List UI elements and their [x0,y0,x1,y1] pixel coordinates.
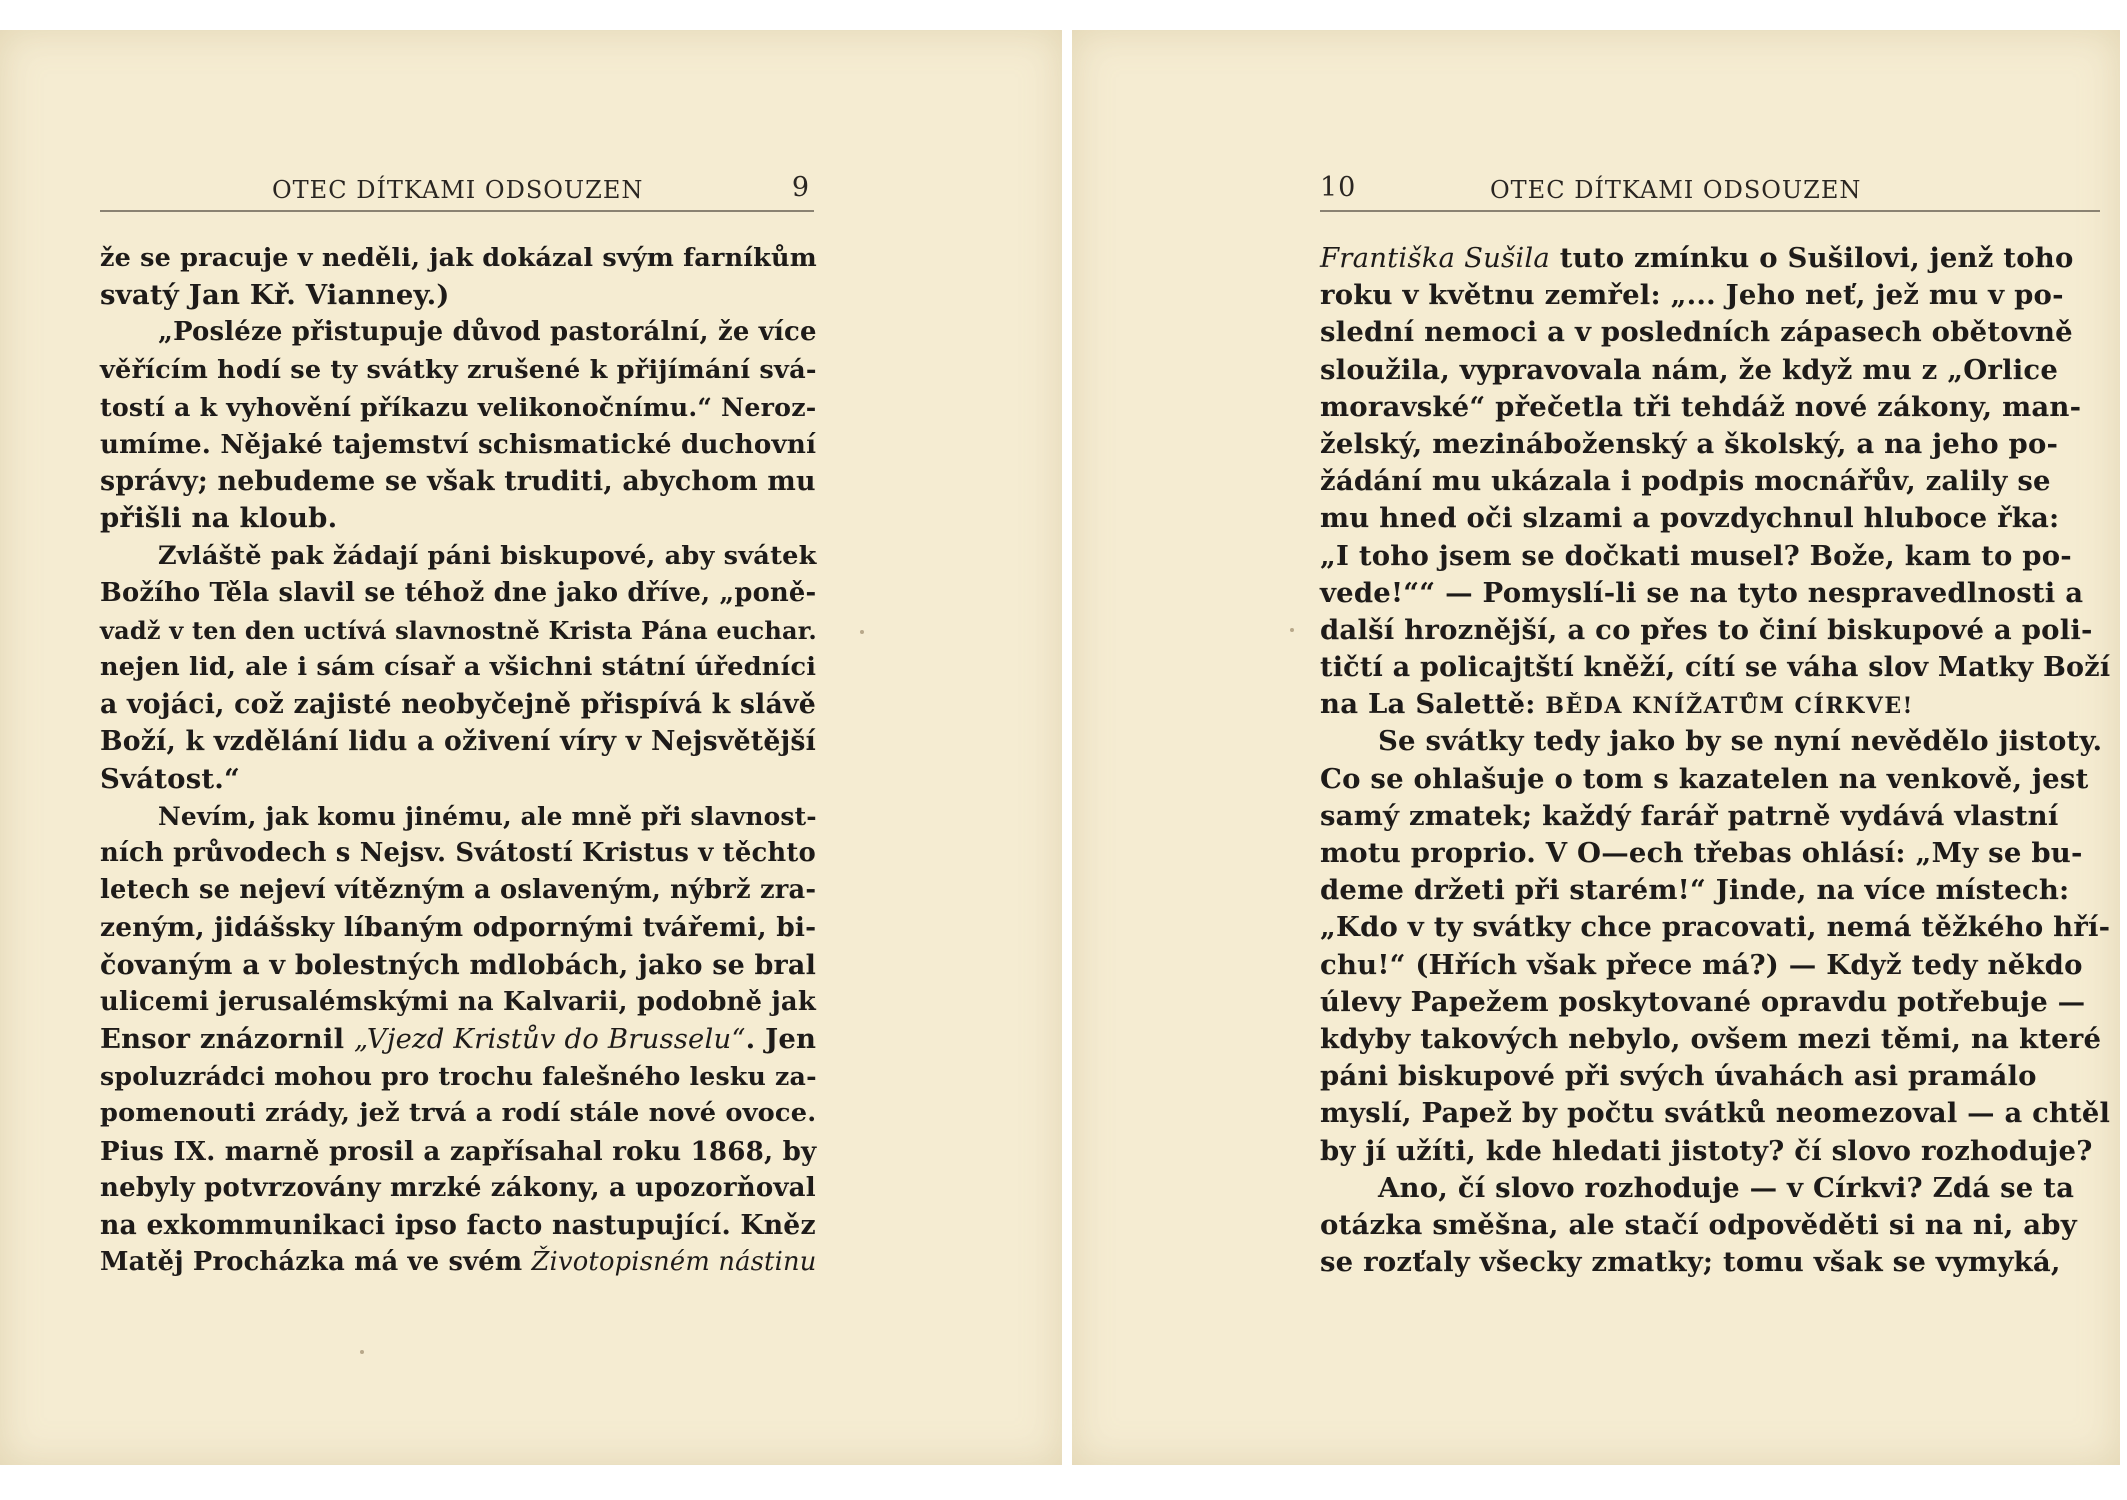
right-page-body [1320,240,2110,1281]
text-line [1320,575,2110,612]
line-text: kdyby takových nebylo, ovšem mezi těmi, na které [1320,1022,2102,1055]
text-line [1320,723,2110,760]
line-text: Boží, k vzdělání lidu a oživení víry v Nejsvětější [100,726,816,758]
line-text: „Kdo v ty svátky chce pracovati, nemá těžkého hří- [1320,911,2111,944]
text-line [100,538,816,575]
left-page [0,30,1062,1465]
text-line [100,984,816,1021]
line-text: Co se ohlašuje o tom s kazatelen na venkově, jest [1320,762,2089,795]
line-text: slední nemoci a v posledních zápasech obětovně [1320,316,2073,349]
left-page-body [100,240,816,1281]
text-line [100,1170,816,1207]
book-gutter [1062,30,1072,1465]
italic-title: Františka Sušila [1320,242,1550,274]
line-text: úlevy Papežem poskytované opravdu potřebuje — [1320,985,2086,1018]
text-line [1320,538,2110,575]
right-page [1072,30,2120,1465]
line-text: čovaným a v bolestných mdlobách, jako se bral [100,949,817,981]
line-text: „Posléze přistupuje důvod pastorální, že více [158,317,817,348]
text-line [1320,463,2110,500]
text-line [1320,426,2110,463]
text-line [1320,1058,2110,1095]
text-line [100,723,816,760]
text-line [100,426,816,463]
text-line [1320,649,2110,686]
line-text: želský, mezináboženský a školský, a na jeho po- [1320,427,2059,460]
italic-title: „Vjezd Kristův do Brusselu“ [353,1023,746,1055]
text-line [1320,947,2110,984]
text-line [1320,909,2110,946]
line-text: Se svátky tedy jako by se nyní nevědělo jistoty. [1378,725,2103,758]
italic-title: Životopisném nástinu [531,1247,817,1278]
text-line [100,240,816,277]
line-text: motu proprio. V O—ech třebas ohlásí: „My se bu- [1320,837,2083,869]
paper-speck [1290,628,1294,632]
line-text: tičtí a policajtští kněží, cítí se váha slov Matky Boží [1320,652,2111,684]
line-text: nebyly potvrzovány mrzké zákony, a upozorňoval [100,1172,816,1203]
line-text: deme držeti při starém!“ Jinde, na více místech: [1320,874,2070,907]
line-text: Pius IX. marně prosil a zapřísahal roku 1868, by [100,1135,817,1167]
text-line [1320,1133,2110,1170]
line-text: samý zmatek; každý farář patrně vydává vlastní [1320,799,2059,832]
line-text: Božího Těla slavil se téhož dne jako dříve, „poně- [100,577,817,608]
line-text: sloužila, vypravovala nám, že když mu z „Orlice [1320,353,2059,386]
line-text: spoluzrádci mohou pro trochu falešného lesku za- [100,1061,817,1092]
text-line [100,835,816,872]
line-text: roku v květnu zemřel: „... Jeho neť, jež mu v po- [1320,279,2064,312]
line-text: „I toho jsem se dočkati musel? Bože, kam to po- [1320,539,2072,572]
text-line [1320,1021,2110,1058]
text-line [1320,1244,2110,1281]
text-line [1320,798,2110,835]
text-line [1320,352,2110,389]
line-text: Ano, čí slovo rozhoduje — v Církvi? Zdá se ta [1378,1171,2075,1204]
text-line [100,612,816,649]
text-line [100,314,816,351]
paper-speck [360,1350,364,1354]
small-caps-text: BĚDA KNÍŽATŮM CÍRKVE! [1545,693,1914,720]
text-line [100,872,816,909]
text-line [1320,761,2110,798]
line-text: Ensor znázornil [100,1022,354,1055]
text-line [100,1058,816,1095]
text-line [100,798,816,835]
text-line [1320,389,2110,426]
text-line [1320,835,2110,872]
text-line [100,389,816,426]
line-text: věřícím hodí se ty svátky zrušené k přijímání svá- [100,354,817,385]
line-text: umíme. Nějaké tajemství schismatické duchovní [100,428,817,460]
line-text: svatý Jan Kř. Vianney.) [100,279,450,312]
text-line [1320,872,2110,909]
line-text: další hroznější, a co přes to činí biskupové a poli- [1320,613,2093,646]
text-line [1320,1207,2110,1244]
line-text: přišli na kloub. [100,502,338,535]
text-line [100,352,816,389]
line-text: Zvláště pak žádají páni biskupové, aby svátek [158,540,817,571]
line-text: Svátost.“ [100,762,241,795]
line-text: a vojáci, což zajisté neobyčejně přispívá k slávě [100,689,817,721]
text-line [100,1207,816,1244]
text-line [100,761,816,798]
line-text: se rozťaly všecky zmatky; tomu však se vymyká, [1320,1246,2061,1279]
line-text: tostí a k vyhovění příkazu velikonočnímu.“ Neroz- [100,391,817,422]
left-page-number: 9 [791,172,810,203]
text-line [100,947,816,984]
line-text: vadž v ten den uctívá slavnostně Krista Pána euchar. [100,615,817,645]
line-text: by jí užíti, kde hledati jistoty? čí slovo rozhoduje? [1320,1134,2093,1167]
right-running-header [1320,148,2100,212]
text-line [1320,1095,2110,1132]
text-line [1320,1170,2110,1207]
line-text: na exkommunikaci ipso facto nastupující. Kněz [100,1209,816,1241]
text-line [100,463,816,500]
text-line [100,1133,816,1170]
line-text: páni biskupové při svých úvahách asi pramálo [1320,1060,2037,1093]
text-line [1320,240,2110,277]
line-text: ních průvodech s Nejsv. Svátostí Kristus v těchto [100,838,816,868]
line-text: moravské“ přečetla tři tehdáž nové zákony, man- [1320,390,2082,423]
line-text: Matěj Procházka má ve svém [100,1247,532,1278]
text-line [1320,314,2110,351]
line-text: vede!““ — Pomyslí-li se na tyto nespravedlnosti a [1320,576,2084,609]
line-text: letech se nejeví vítězným a oslaveným, nýbrž zra- [100,875,817,906]
line-text: na La Salettě: [1320,688,1546,721]
text-line [1320,500,2110,537]
right-page-number: 10 [1320,172,1357,203]
line-text: Nevím, jak komu jinému, ale mně při slavnost- [158,801,817,831]
line-text: pomenouti zrády, jež trvá a rodí stále nové ovoce. [100,1098,817,1129]
paper-speck [860,630,864,634]
line-text: ulicemi jerusalémskými na Kalvarii, podobně jak [100,986,816,1017]
line-text: chu!“ (Hřích však přece má?) — Když tedy někdo [1320,948,2083,981]
text-line [100,649,816,686]
text-line [100,686,816,723]
text-line [1320,984,2110,1021]
line-text: mu hned oči slzami a povzdychnul hluboce řka: [1320,502,2060,535]
line-text-after: tuto zmínku o Sušilovi, jenž toho [1549,242,2074,274]
line-text: myslí, Papež by počtu svátků neomezoval — a chtěl [1320,1097,2111,1130]
text-line [100,1095,816,1132]
line-text: že se pracuje v neděli, jak dokázal svým farníkům [100,243,817,273]
text-line [100,500,816,537]
text-line [100,909,816,946]
text-line [1320,277,2110,314]
line-text: nejen lid, ale i sám císař a všichni státní úředníci [100,652,817,683]
right-running-head: OTEC DÍTKAMI ODSOUZEN [1490,176,1862,204]
line-text: správy; nebudeme se však truditi, abychom mu [100,466,816,498]
text-line [100,575,816,612]
text-line [100,1244,816,1281]
line-text: zeným, jidášsky líbaným odpornými tvářemi, bi- [100,912,817,944]
line-text: otázka směšna, ale stačí odpověděti si na ni, aby [1320,1208,2077,1241]
line-text: žádání mu ukázala i podpis mocnářův, zalily se [1320,465,2051,498]
text-line [1320,686,2110,723]
text-line [1320,612,2110,649]
text-line [100,277,816,314]
line-text-after: . Jen [745,1022,817,1055]
left-running-head: OTEC DÍTKAMI ODSOUZEN [272,176,644,204]
left-running-header [100,148,814,212]
text-line [100,1021,816,1058]
